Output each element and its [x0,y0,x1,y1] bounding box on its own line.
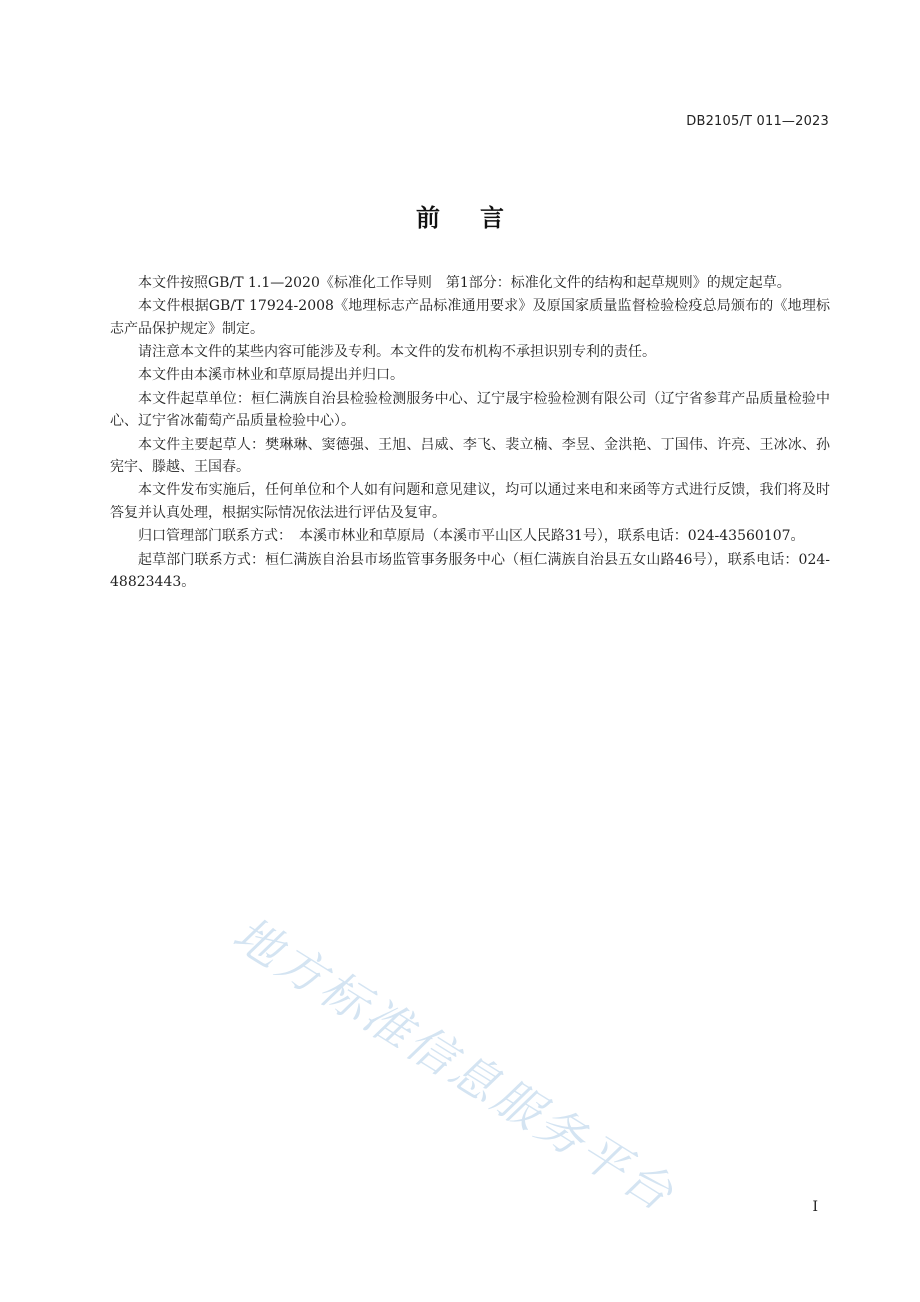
paragraph-drafting-units: 本文件起草单位：桓仁满族自治县检验检测服务中心、辽宁晟宇检验检测有限公司（辽宁省参茸产品质量检验中心、辽宁省冰葡萄产品质量检验中心）。 [110,390,830,430]
foreword-body [110,272,830,595]
watermark: 地方标准信息服务平台 [223,906,685,1224]
paragraph-drafting-contact: 起草部门联系方式：桓仁满族自治县市场监管事务服务中心（桓仁满族自治县五女山路46号），联系电话：024-48823443。 [110,551,830,591]
paragraph-proposer: 本文件由本溪市林业和草原局提出并归口。 [138,367,404,384]
paragraph-patent-notice: 请注意本文件的某些内容可能涉及专利。本文件的发布机构不承担识别专利的责任。 [138,344,656,361]
paragraph-basis: 本文件根据GB/T 17924-2008《地理标志产品标准通用要求》及原国家质量监督检验检疫总局颁布的《地理标志产品保护规定》制定。 [110,298,830,337]
page-title: 前言 [416,204,544,232]
page-number: I [812,1199,818,1215]
document-code: DB2105/T 011—2023 [686,114,829,129]
paragraph-drafting-rules: 本文件按照GB/T 1.1—2020《标准化工作导则 第1部分：标准化文件的结构和起草规则》的规定起草。 [138,275,791,291]
paragraph-management-contact: 归口管理部门联系方式： 本溪市林业和草原局（本溪市平山区人民路31号），联系电话：024-43560107。 [138,528,805,545]
paragraph-feedback: 本文件发布实施后，任何单位和个人如有问题和意见建议，均可以通过来电和来函等方式进行反馈，我们将及时答复并认真处理，根据实际情况依法进行评估及复审。 [110,482,830,522]
paragraph-drafters: 本文件主要起草人：樊琳琳、窦德强、王旭、吕威、李飞、裴立楠、李昱、金洪艳、丁国伟、许亮、王冰冰、孙宪宇、滕越、王国春。 [110,436,830,476]
